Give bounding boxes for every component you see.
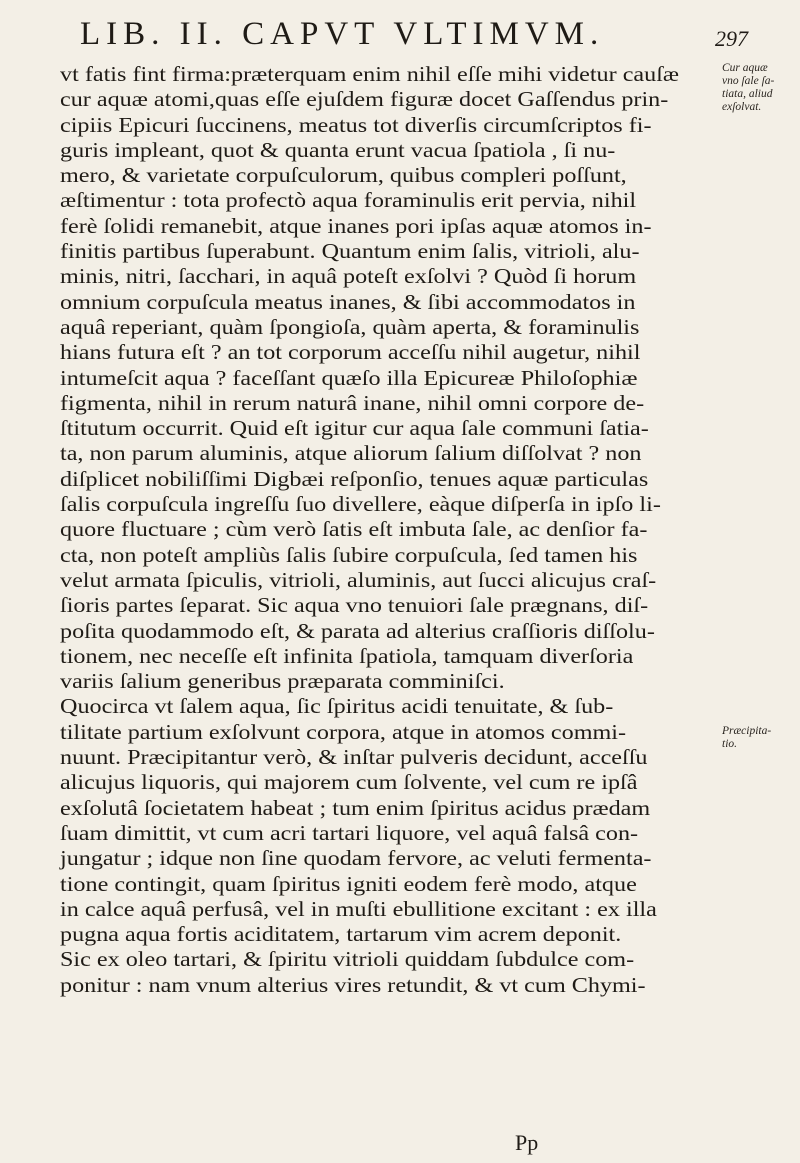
text-line: hians futura eſt ? an tot corporum acceſſu nihil augetur, nihil	[60, 340, 641, 365]
text-line: cta, non poteſt ampliùs ſalis ſubire corpuſcula, ſed tamen his	[60, 542, 638, 567]
text-line: alicujus liquoris, qui majorem cum ſolvente, vel cum re ipſâ	[60, 770, 638, 795]
text-line: cur aquæ atomi,quas eſſe ejuſdem figuræ docet Gaſſendus prin-	[60, 87, 669, 112]
page-number: 297	[715, 26, 748, 51]
text-line: omnium corpuſcula meatus inanes, & ſibi accommodatos in	[60, 289, 636, 314]
text-line: tionem, nec neceſſe eſt infinita ſpatiola, tamquam diverſoria	[60, 643, 634, 668]
text-line: jungatur ; idque non ſine quodam fervore, ac veluti fermenta-	[60, 846, 652, 871]
marginal-note-line: vno ſale ſa-	[722, 75, 775, 87]
text-line: aquâ reperiant, quàm ſpongioſa, quàm aperta, & foraminulis	[60, 314, 640, 339]
text-line: ſtitutum occurrit. Quid eſt igitur cur aqua ſale communi ſatia-	[60, 416, 649, 441]
text-line: figmenta, nihil in rerum naturâ inane, nihil omni corpore de-	[60, 390, 645, 415]
text-line: variis ſalium generibus præparata comminiſci.	[60, 669, 505, 694]
text-line: velut armata ſpiculis, vitrioli, aluminis, aut ſucci alicujus craſ-	[60, 567, 657, 592]
text-line: ſalis corpuſcula ingreſſu ſuo divellere, eàque diſperſa in ipſo li-	[60, 492, 661, 517]
text-line: poſita quodammodo eſt, & parata ad alterius craſſioris diſſolu-	[60, 618, 655, 643]
text-line: Sic ex oleo tartari, & ſpiritu vitrioli quiddam ſubdulce com-	[60, 947, 635, 972]
marginal-note-line: Cur aquæ	[722, 62, 768, 74]
text-line: pugna aqua fortis aciditatem, tartarum vim acrem deponit.	[60, 922, 622, 947]
text-line: æſtimentur : tota profectò aqua foraminulis erit pervia, nihil	[60, 188, 637, 213]
text-line: in calce aquâ perfusâ, vel in muſti ebullitione excitant : ex illa	[60, 896, 657, 921]
text-line: finitis partibus ſuperabunt. Quantum enim ſalis, vitrioli, alu-	[60, 239, 640, 264]
catchword: Pp	[515, 1130, 539, 1155]
marginal-note-line: Præcipita-	[722, 725, 772, 737]
text-line: tilitate partium exſolvunt corpora, atque in atomos commi-	[60, 719, 627, 744]
text-line: cipiis Epicuri ſuccinens, meatus tot diverſis circumſcriptos fi-	[60, 112, 652, 137]
text-line: Quocirca vt ſalem aqua, ſic ſpiritus acidi tenuitate, & ſub-	[60, 694, 614, 719]
text-line: quore fluctuare ; cùm verò ſatis eſt imbuta ſale, ac denſior fa-	[60, 517, 648, 542]
text-line: guris impleant, quot & quanta erunt vacua ſpatiola , ſi nu-	[60, 137, 616, 162]
marginal-note-line: tio.	[722, 738, 738, 750]
text-line: minis, nitri, ſacchari, in aquâ poteſt exſolvi ? Quòd ſi horum	[60, 264, 637, 289]
text-line: ponitur : nam vnum alterius vires retundit, & vt cum Chymi-	[60, 972, 646, 997]
text-line: exſolutâ ſocietatem habeat ; tum enim ſpiritus acidus prædam	[60, 795, 651, 820]
text-line: intumeſcit aqua ? faceſſant quæſo illa Epicureæ Philoſophiæ	[60, 365, 638, 390]
text-line: ferè ſolidi remanebit, atque inanes pori ipſas aquæ atomos in-	[60, 213, 652, 238]
body-text	[60, 62, 720, 998]
text-line: diſplicet nobiliſſimi Digbæi reſponſio, tenues aquæ particulas	[60, 466, 649, 491]
marginal-note-line: exſolvat.	[722, 101, 762, 113]
marginal-note-line: tiata, aliud	[722, 88, 773, 100]
text-line: ſuam dimittit, vt cum acri tartari liquore, vel aquâ falsâ con-	[60, 820, 639, 845]
marginal-note-2	[722, 725, 797, 751]
page-header	[58, 16, 748, 64]
text-line: tione contingit, quam ſpiritus igniti eodem ferè modo, atque	[60, 871, 637, 896]
running-head: LIB. II. CAPVT VLTIMVM.	[80, 16, 605, 52]
text-line: mero, & varietate corpuſculorum, quibus compleri poſſunt,	[60, 163, 627, 188]
text-line: ſioris partes ſeparat. Sic aqua vno tenuiori ſale prægnans, diſ-	[60, 593, 649, 618]
text-line: vt fatis fint firma:præterquam enim nihil eſſe mihi videtur cauſæ	[60, 62, 680, 86]
text-line: ta, non parum aluminis, atque aliorum ſalium diſſolvat ? non	[60, 441, 642, 466]
marginal-note-1	[722, 62, 797, 114]
text-line: nuunt. Præcipitantur verò, & inſtar pulveris decidunt, acceſſu	[60, 745, 648, 770]
